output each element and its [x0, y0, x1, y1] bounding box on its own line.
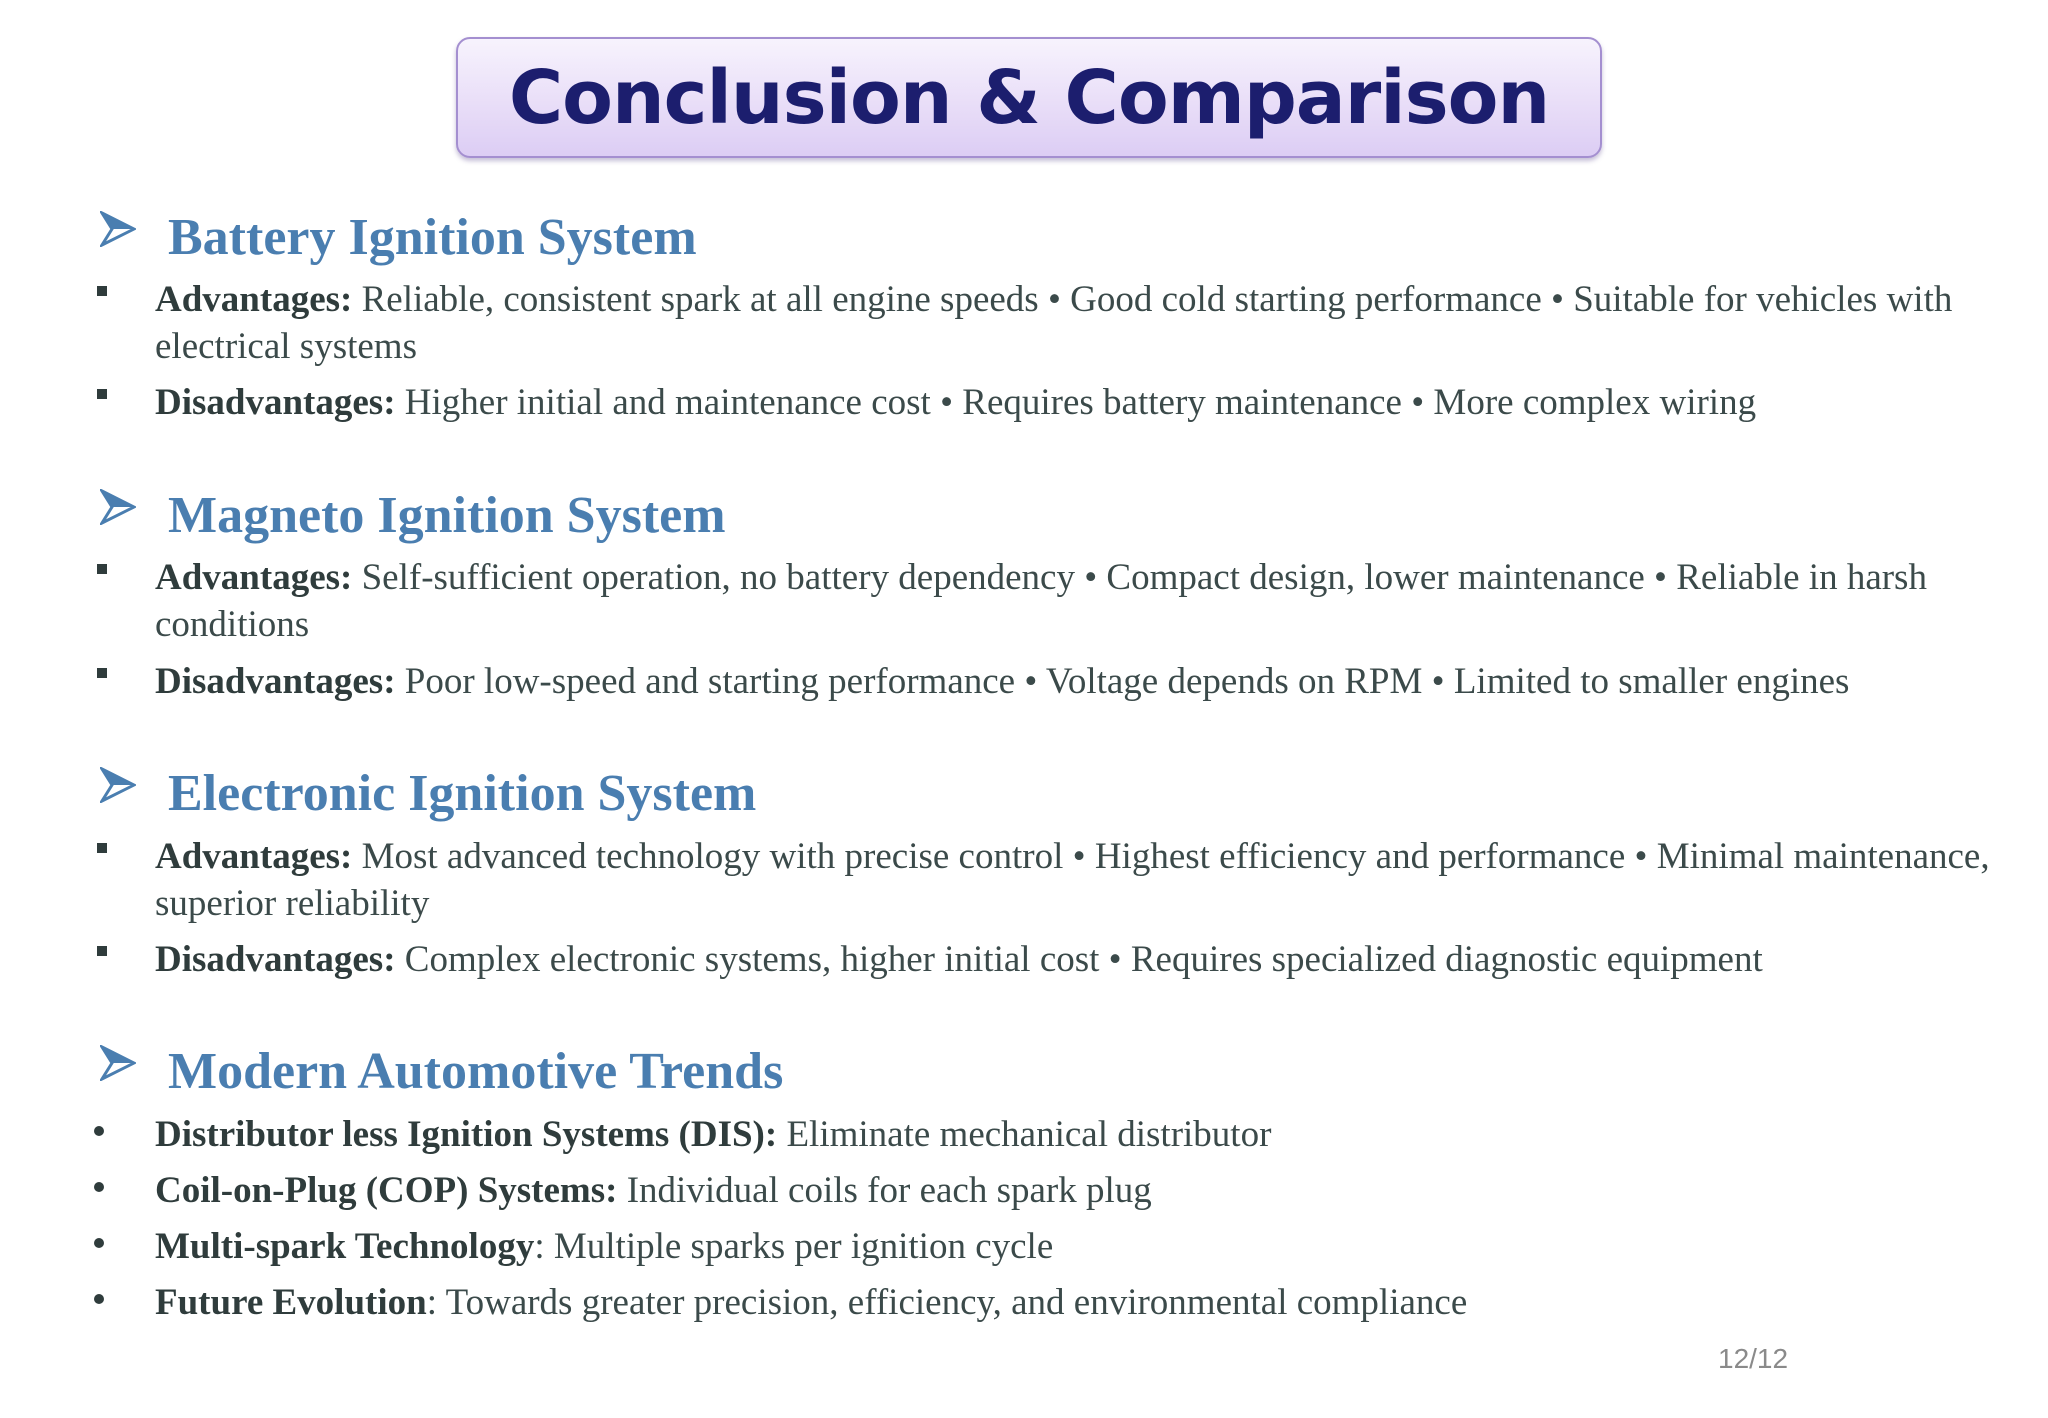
square-bullet-icon [97, 668, 107, 678]
list-item [155, 276, 2015, 370]
item-text: Most advanced technology with precise control • Highest efficiency and performance • Minimal maintenance, superior reliability [155, 836, 1990, 924]
list-item [155, 658, 2015, 705]
item-label: Coil-on-Plug (COP) Systems: [155, 1170, 618, 1211]
square-bullet-icon [97, 286, 107, 296]
square-bullet-icon [97, 389, 107, 399]
square-bullet-icon [97, 564, 107, 574]
item-text: Individual coils for each spark plug [617, 1170, 1152, 1211]
item-text: : Multiple sparks per ignition cycle [534, 1226, 1054, 1267]
page-number: 12/12 [1718, 1343, 1789, 1374]
list-item [155, 554, 2015, 648]
arrow-right-icon [100, 489, 136, 525]
list-item [155, 379, 2015, 426]
arrow-right-icon [100, 1045, 136, 1081]
item-text: : Towards greater precision, efficiency, and environmental compliance [426, 1282, 1468, 1323]
list-item [155, 1111, 2015, 1158]
round-bullet-icon [94, 1182, 104, 1192]
item-label: Distributor less Ignition Systems (DIS): [155, 1114, 778, 1155]
section-title: Battery Ignition System [168, 209, 697, 266]
item-text: Complex electronic systems, higher initial cost • Requires specialized diagnostic equipment [395, 939, 1763, 980]
item-text: Reliable, consistent spark at all engine speeds • Good cold starting performance • Suitable for vehicles with electrical systems [155, 279, 1953, 367]
item-label: Multi-spark Technology [155, 1226, 535, 1267]
list-item [155, 1223, 2015, 1270]
section-title: Electronic Ignition System [168, 765, 757, 822]
item-text: Eliminate mechanical distributor [777, 1114, 1272, 1155]
list-item [155, 1279, 2015, 1326]
round-bullet-icon [94, 1126, 104, 1136]
section-title: Magneto Ignition System [168, 487, 726, 544]
item-label: Disadvantages: [155, 939, 396, 980]
item-label: Disadvantages: [155, 661, 396, 702]
item-text: Higher initial and maintenance cost • Requires battery maintenance • More complex wiring [395, 382, 1757, 423]
item-text: Poor low-speed and starting performance • Voltage depends on RPM • Limited to smaller engines [395, 661, 1850, 702]
square-bullet-icon [97, 946, 107, 956]
item-label: Advantages: [155, 279, 353, 320]
item-label: Advantages: [155, 836, 353, 877]
section-title: Modern Automotive Trends [168, 1043, 784, 1100]
list-item [155, 833, 2015, 927]
item-label: Future Evolution [155, 1282, 427, 1323]
arrow-right-icon [100, 767, 136, 803]
list-item [155, 936, 2015, 983]
round-bullet-icon [94, 1238, 104, 1248]
page-title: Conclusion & Comparison [508, 54, 1550, 141]
round-bullet-icon [94, 1294, 104, 1304]
item-label: Advantages: [155, 557, 353, 598]
item-label: Disadvantages: [155, 382, 396, 423]
list-item [155, 1167, 2015, 1214]
square-bullet-icon [97, 843, 107, 853]
arrow-right-icon [100, 211, 136, 247]
item-text: Self-sufficient operation, no battery dependency • Compact design, lower maintenance • Reliable in harsh conditions [155, 557, 1927, 645]
